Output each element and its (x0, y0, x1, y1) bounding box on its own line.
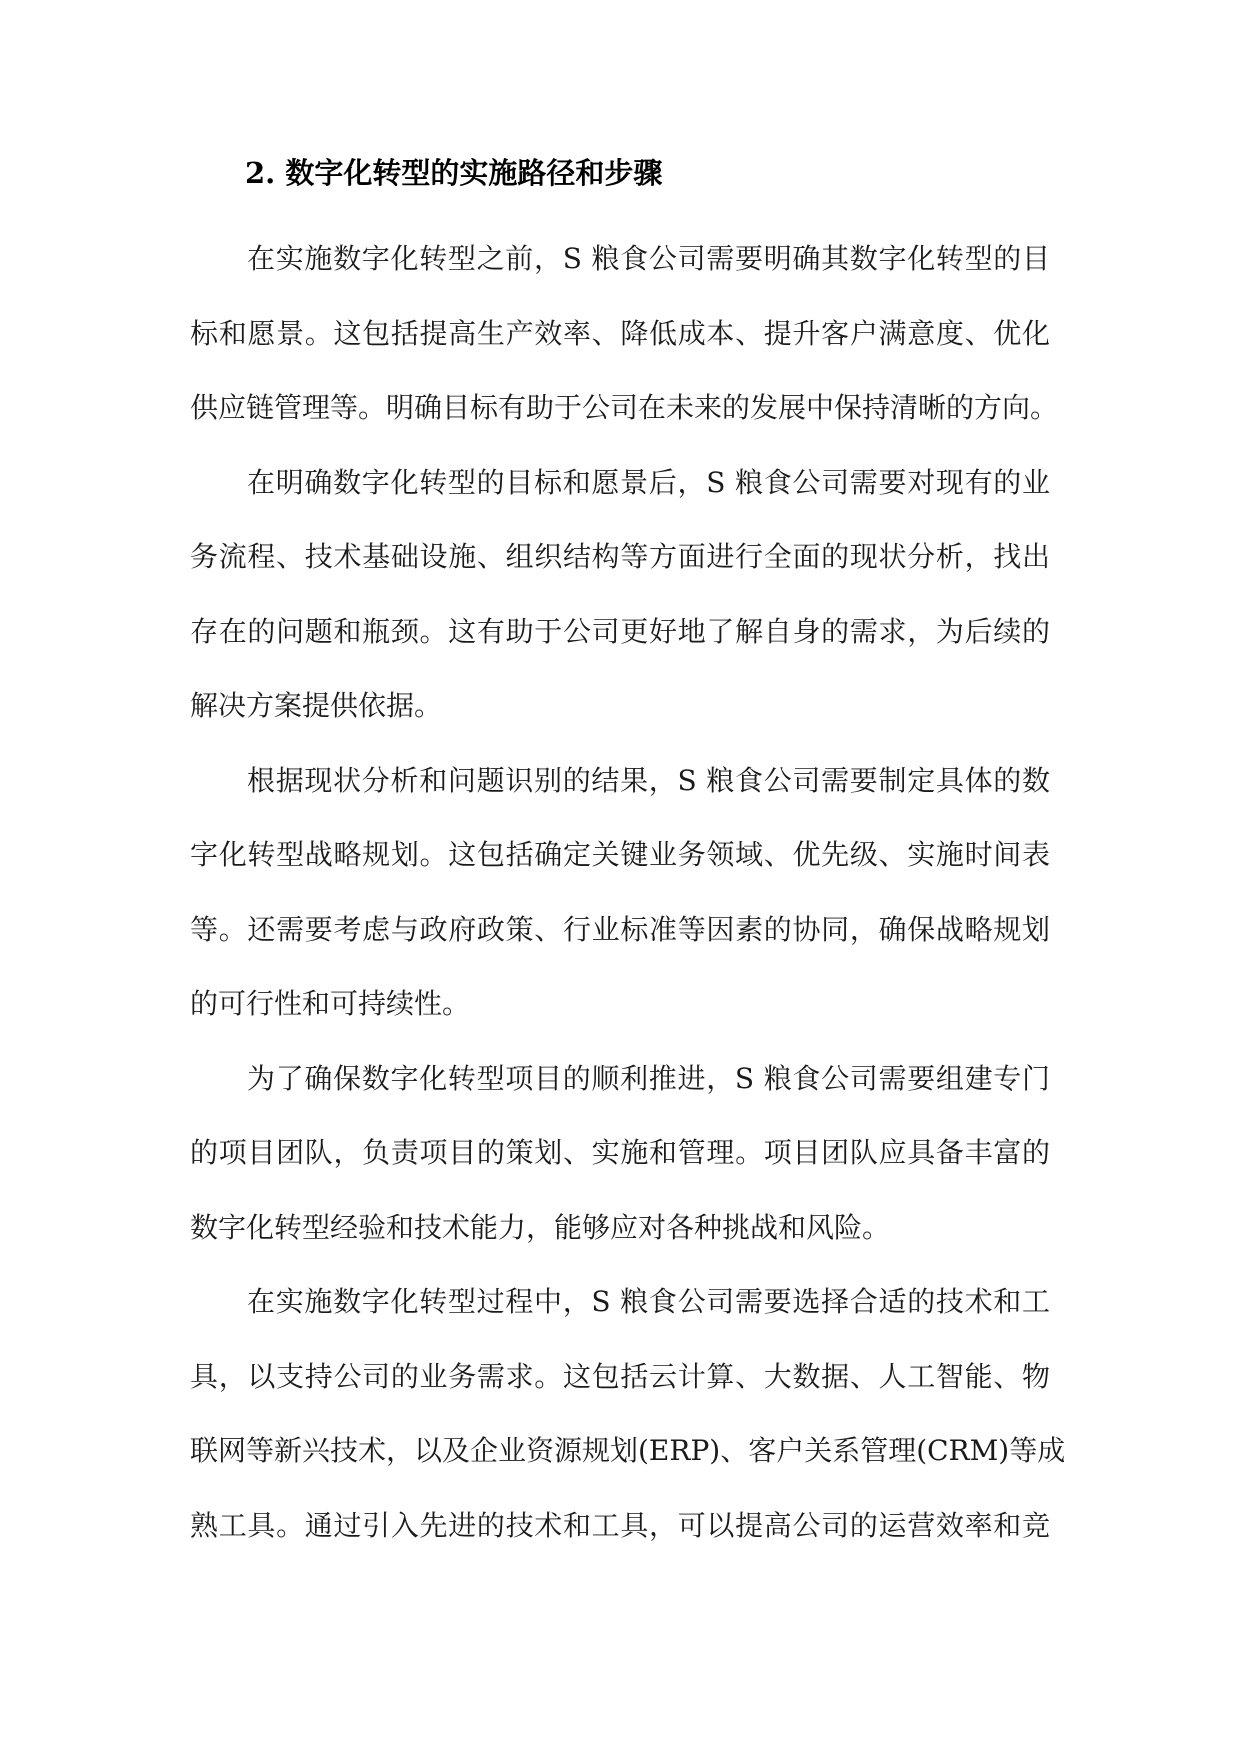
paragraph-line: 标和愿景。这包括提高生产效率、降低成本、提升客户满意度、优化 (190, 316, 1050, 350)
paragraph-line: 熟工具。通过引入先进的技术和工具，可以提高公司的运营效率和竞 (190, 1508, 1050, 1542)
paragraph-goals (190, 222, 1059, 446)
document-body (190, 148, 1066, 1563)
paragraph-line: 务流程、技术基础设施、组织结构等方面进行全面的现状分析，找出 (190, 540, 1050, 573)
paragraph-strategy-planning (190, 744, 1050, 1042)
paragraph-line: 存在的问题和瓶颈。这有助于公司更好地了解自身的需求，为后续的 (190, 614, 1050, 648)
paragraph-line: 的可行性和可持续性。 (190, 987, 471, 1020)
paragraph-line: 联网等新兴技术，以及企业资源规划(ERP)、客户关系管理(CRM)等成 (190, 1434, 1066, 1467)
section-heading-block (190, 148, 1050, 198)
paragraph-line: 字化转型战略规划。这包括确定关键业务领域、优先级、实施时间表 (190, 838, 1050, 871)
paragraph-line: 具，以支持公司的业务需求。这包括云计算、大数据、人工智能、物 (190, 1359, 1050, 1393)
paragraph-line: 的项目团队，负责项目的策划、实施和管理。项目团队应具备丰富的 (190, 1136, 1050, 1169)
paragraph-project-team (190, 1042, 1050, 1266)
paragraph-line: 在实施数字化转型过程中，S 粮食公司需要选择合适的技术和工 (247, 1285, 1050, 1318)
paragraph-tools-selection (190, 1265, 1066, 1563)
paragraph-line: 根据现状分析和问题识别的结果，S 粮食公司需要制定具体的数 (247, 763, 1050, 797)
paragraph-line: 在明确数字化转型的目标和愿景后，S 粮食公司需要对现有的业 (247, 465, 1050, 499)
paragraph-line: 供应链管理等。明确目标有助于公司在未来的发展中保持清晰的方向。 (190, 391, 1059, 424)
section-heading: 2. 数字化转型的实施路径和步骤 (245, 156, 663, 190)
paragraph-status-analysis (190, 446, 1050, 744)
paragraph-line: 为了确保数字化转型项目的顺利推进，S 粮食公司需要组建专门 (247, 1061, 1050, 1095)
paragraph-line: 数字化转型经验和技术能力，能够应对各种挑战和风险。 (190, 1210, 891, 1244)
paragraph-line: 等。还需要考虑与政府政策、行业标准等因素的协同，确保战略规划 (190, 912, 1050, 946)
paragraph-line: 在实施数字化转型之前，S 粮食公司需要明确其数字化转型的目 (247, 242, 1050, 275)
paragraph-line: 解决方案提供依据。 (190, 689, 443, 722)
